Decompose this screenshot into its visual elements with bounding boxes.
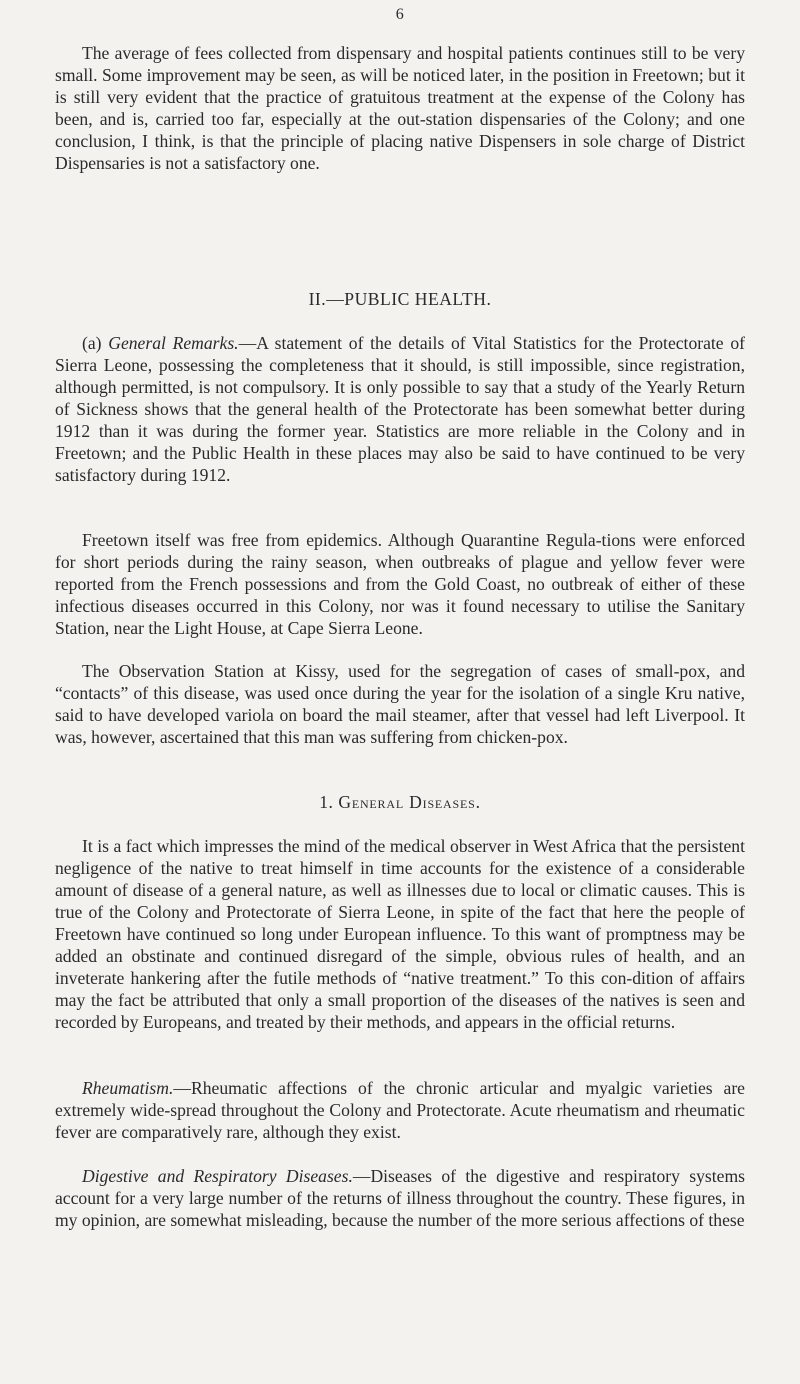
paragraph-freetown: Freetown itself was free from epidemics. Although Quarantine Regula-tions were enforced for short periods during the rainy season, when outbreaks of plague and yellow fever were reported from the French possessions and from the Gold Coast, no outbreak of either of these infectious diseases occurred in this Colony, nor was it found necessary to utilise the Sanitary Station, near the Light House, at Cape Sierra Leone.: [55, 530, 745, 638]
digestive-title: Digestive and Respiratory Diseases.: [82, 1166, 353, 1186]
paragraph-general-diseases: It is a fact which impresses the mind of the medical observer in West Africa that the persistent negligence of the native to treat himself in time accounts for the existence of a considerable amount of disease of a general nature, as well as illnesses due to local or climatic causes. This is true of the Colony and Protectorate of Sierra Leone, in spite of the fact that here the people of Freetown have continued so long under European influence. To this want of promptness may be added an obstinate and continued disregard of the simple, obvious rules of health, and an inveterate hankering after the futile methods of “native treatment.” To this con-dition of affairs may the fact be attributed that only a small proportion of the diseases of the natives is seen and recorded by Europeans, and treated by their methods, and appears in the official returns.: [55, 836, 745, 1032]
paragraph-digestive-respiratory: [55, 1165, 745, 1231]
page-number: 6: [395, 6, 405, 23]
rheumatism-title: Rheumatism.: [82, 1078, 174, 1098]
general-remarks-text: —A statement of the details of Vital Statistics for the Protectorate of Sierra Leone, possessing the completeness that it should, is still impossible, since registration, although permitted, is not compulsory. It is only possible to say that a study of the Yearly Return of Sickness shows that the general health of the Protectorate has been somewhat better during 1912 than it was during the former year. Statistics are more reliable in the Colony and in Freetown; and the Public Health in these places may also be said to have continued to be very satisfactory during 1912.: [55, 333, 745, 485]
digestive-text: —Diseases of the digestive and respiratory systems account for a very large number of the returns of illness throughout the country. These figures, in my opinion, are somewhat misleading, because the number of the more serious affections of these: [55, 1166, 746, 1230]
general-remarks-prefix: (a): [82, 333, 109, 353]
paragraph-general-remarks: [55, 332, 745, 486]
subheading-title: General Diseases.: [338, 792, 481, 812]
general-remarks-title: General Remarks.: [108, 333, 239, 353]
subheading-number: 1.: [319, 792, 334, 812]
subheading-general-diseases: [0, 792, 800, 813]
rheumatism-text: —Rheumatic affections of the chronic articular and myalgic varieties are extremely wide-spread throughout the Colony and Protectorate. Acute rheumatism and rheumatic fever are comparatively rare, although they exist.: [55, 1078, 745, 1142]
paragraph-observation-station: The Observation Station at Kissy, used for the segregation of cases of small-pox, and “contacts” of this disease, was used once during the year for the isolation of a single Kru native, said to have developed variola on board the mail steamer, after that vessel had left Liverpool. It was, however, ascertained that this man was suffering from chicken-pox.: [55, 661, 745, 747]
section-heading: II.—PUBLIC HEALTH.: [308, 289, 492, 309]
paragraph-fees: The average of fees collected from dispensary and hospital patients continues still to be very small. Some improvement may be seen, as will be noticed later, in the position in Freetown; but it is still very evident that the practice of gratuitous treatment at the expense of the Colony has been, and is, carried too far, especially at the out-station dispensaries of the Colony; and one conclusion, I think, is that the principle of placing native Dispensers in sole charge of District Dispensaries is not a satisfactory one.: [55, 43, 745, 173]
paragraph-rheumatism: [55, 1077, 745, 1143]
